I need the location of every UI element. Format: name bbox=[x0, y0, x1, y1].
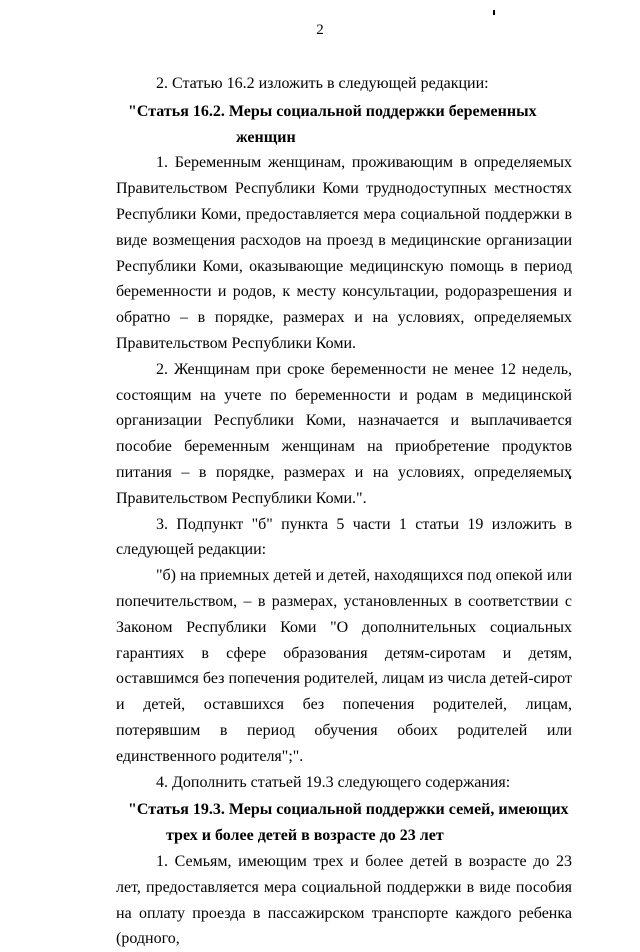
scan-speck bbox=[493, 10, 495, 15]
article-19-3-heading bbox=[116, 797, 572, 849]
heading-line: "Статья 19.3. Меры социальной поддержки семей, имеющих bbox=[128, 801, 569, 819]
paragraph-item-3: 3. Подпункт "б" пункта 5 части 1 статьи 19 изложить в следующей редакции: bbox=[116, 515, 572, 559]
paragraph-item-4: 4. Дополнить статьей 19.3 следующего содержания: bbox=[156, 773, 511, 791]
paragraph-16-2-part-2: 2. Женщинам при сроке беременности не менее 12 недель, состоящим на учете по беременности и родам в медицинской организации Республики Коми, назначается и выплачивается пособие беременным женщинам на приобретение продуктов питания – в порядке, размерах и на условиях, определяемых Правительством Республики Коми.". bbox=[116, 360, 572, 507]
heading-line: "Статья 16.2. Меры социальной поддержки беременных bbox=[128, 102, 537, 120]
paragraph-19-3-part-1: 1. Семьям, имеющим трех и более детей в возрасте до 23 лет, предоставляется мера социальной поддержки в виде пособия на оплату проезда в пассажирском транспорте каждого ребенка (родного, bbox=[116, 852, 572, 948]
document-body bbox=[116, 71, 572, 952]
heading-line: трех и более детей в возрасте до 23 лет bbox=[166, 827, 444, 845]
paragraph-item-2: 2. Статью 16.2 изложить в следующей редакции: bbox=[156, 75, 489, 92]
paragraph-subitem-b: "б) на приемных детей и детей, находящихся под опекой или попечительством, – в размерах, установленных в соответствии с Законом Республики Коми "О дополнительных социальных гарантиях в сфере образования детям-сиротам и детям, оставшимся без попечения родителей, лицам из числа детей-сирот и детей, оставшихся без попечения родителей, лицам, потерявшим в период обучения обоих родителей или единственного родителя";". bbox=[116, 567, 572, 765]
page-number: 2 bbox=[316, 22, 324, 38]
heading-line: женщин bbox=[236, 128, 296, 146]
paragraph-16-2-part-1: 1. Беременным женщинам, проживающим в определяемых Правительством Республики Коми труднодоступных местностях Республики Коми, предоставляется мера социальной поддержки в виде возмещения расходов на проезд в медицинские организации Республики Коми, оказывающие медицинскую помощь в период беременности и родов, к месту консультации, родоразрешения и обратно – в порядке, размерах и на условиях, определяемых Правительством Республики Коми. bbox=[116, 154, 572, 352]
article-16-2-heading bbox=[116, 99, 572, 151]
